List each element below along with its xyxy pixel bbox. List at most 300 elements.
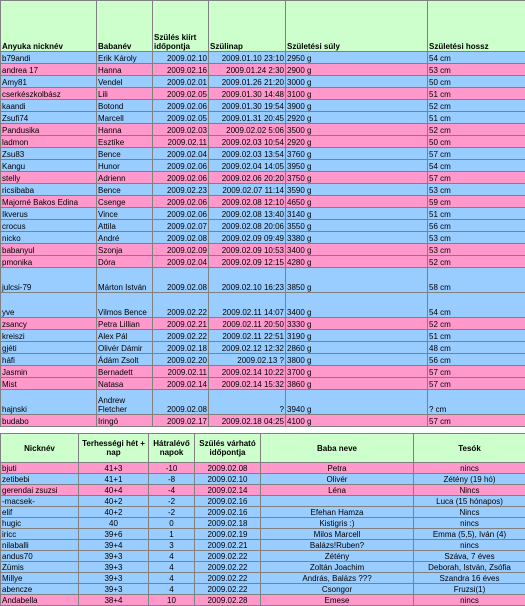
- cell-days-left: 0: [149, 518, 195, 529]
- cell-birth-length: 51 cm: [428, 88, 525, 100]
- cell-mother-nickname: kaandi: [1, 100, 97, 112]
- cell-due-date: 2009.02.01: [153, 76, 209, 88]
- cell-birth-weight: 3950 g: [286, 160, 428, 172]
- table-row: [1, 160, 525, 172]
- cell-siblings: Luca (15 hónapos): [414, 496, 525, 507]
- table-row: [1, 52, 525, 64]
- header-baby-name: Babanév: [97, 1, 153, 52]
- cell-birth-weight: 4100 g: [286, 415, 428, 427]
- cell-mother-nickname: hajnski: [1, 390, 97, 415]
- cell-due-date: 2009.02.22: [153, 330, 209, 342]
- cell-birth-length: 53 cm: [428, 244, 525, 256]
- table-row: [1, 573, 525, 584]
- table-row: [1, 268, 525, 293]
- cell-birthday: 2009.02.08 13:40: [209, 208, 286, 220]
- cell-baby-name: Zétény: [261, 551, 414, 562]
- cell-expected-date: 2009.02.14: [195, 485, 261, 496]
- cell-birthday: 2009.02.09 10:53: [209, 244, 286, 256]
- cell-birthday: ?: [209, 390, 286, 415]
- cell-birth-weight: 3380 g: [286, 232, 428, 244]
- cell-days-left: -4: [149, 485, 195, 496]
- cell-due-date: 2009.02.11: [153, 136, 209, 148]
- cell-expected-date: 2009.02.19: [195, 529, 261, 540]
- cell-mother-nickname: zsancy: [1, 318, 97, 330]
- table-row: [1, 507, 525, 518]
- table-row: [1, 148, 525, 160]
- table-row: [1, 529, 525, 540]
- cell-birth-length: 48 cm: [428, 342, 525, 354]
- cell-due-date: 2009.02.09: [153, 244, 209, 256]
- cell-mother-nickname: babanyul: [1, 244, 97, 256]
- cell-pregnancy-week: 39+4: [79, 540, 149, 551]
- cell-mother-nickname: Zsufi74: [1, 112, 97, 124]
- cell-birth-length: 56 cm: [428, 220, 525, 232]
- cell-baby-name: Efehan Hamza: [261, 507, 414, 518]
- cell-birth-length: 54 cm: [428, 293, 525, 318]
- cell-birth-weight: 3000 g: [286, 76, 428, 88]
- table-row: [1, 318, 525, 330]
- cell-nickname: iricc: [1, 529, 79, 540]
- cell-birthday: 2009.02.14 10:22: [209, 366, 286, 378]
- cell-birthday: 2009.01.30 19:54: [209, 100, 286, 112]
- table-row: [1, 496, 525, 507]
- cell-baby-name: Iringó: [97, 415, 153, 427]
- cell-days-left: 4: [149, 562, 195, 573]
- cell-birth-weight: 3400 g: [286, 244, 428, 256]
- table-row: [1, 378, 525, 390]
- cell-baby-name: Lili: [97, 88, 153, 100]
- cell-days-left: -10: [149, 463, 195, 474]
- cell-pregnancy-week: 40+2: [79, 507, 149, 518]
- cell-mother-nickname: gjéti: [1, 342, 97, 354]
- cell-siblings: Deborah, István, Zsófia: [414, 562, 525, 573]
- cell-birthday: 2009.02.08 20:06: [209, 220, 286, 232]
- cell-due-date: 2009.02.20: [153, 354, 209, 366]
- header-birth-length: Születési hossz: [428, 1, 525, 52]
- cell-due-date: 2009.02.06: [153, 100, 209, 112]
- table-row: [1, 463, 525, 474]
- cell-days-left: 4: [149, 584, 195, 595]
- cell-due-date: 2009.02.21: [153, 318, 209, 330]
- table-row: [1, 184, 525, 196]
- cell-birth-length: 54 cm: [428, 52, 525, 64]
- cell-due-date: 2009.02.07: [153, 220, 209, 232]
- cell-birth-length: 57 cm: [428, 172, 525, 184]
- cell-mother-nickname: stelly: [1, 172, 97, 184]
- cell-birth-length: 52 cm: [428, 124, 525, 136]
- cell-baby-name: Olivér Dámir: [97, 342, 153, 354]
- cell-birth-weight: 3100 g: [286, 88, 428, 100]
- header-expected-date: Szülés várható időpontja: [195, 434, 261, 463]
- cell-birth-length: 57 cm: [428, 415, 525, 427]
- cell-due-date: 2009.02.06: [153, 196, 209, 208]
- cell-due-date: 2009.02.03: [153, 124, 209, 136]
- cell-due-date: 2009.02.08: [153, 232, 209, 244]
- cell-birthday: 2009.02.18 04:25: [209, 415, 286, 427]
- cell-expected-date: 2009.02.18: [195, 518, 261, 529]
- cell-due-date: 2009.02.14: [153, 378, 209, 390]
- cell-mother-nickname: ricsibaba: [1, 184, 97, 196]
- cell-birth-length: 54 cm: [428, 160, 525, 172]
- cell-baby-name: Ádám Zsolt: [97, 354, 153, 366]
- table-row: [1, 220, 525, 232]
- cell-siblings: Nincs: [414, 507, 525, 518]
- cell-expected-date: 2009.02.22: [195, 584, 261, 595]
- cell-days-left: 10: [149, 595, 195, 606]
- cell-due-date: 2009.02.04: [153, 256, 209, 268]
- cell-nickname: nilaballi: [1, 540, 79, 551]
- cell-baby-name: Vince: [97, 208, 153, 220]
- header-days-left: Hátralévő napok: [149, 434, 195, 463]
- table-row: [1, 584, 525, 595]
- table-row: [1, 256, 525, 268]
- header-birth-weight: Születési súly: [286, 1, 428, 52]
- cell-due-date: 2009.02.06: [153, 208, 209, 220]
- cell-pregnancy-week: 39+3: [79, 562, 149, 573]
- cell-nickname: bjuti: [1, 463, 79, 474]
- cell-nickname: abencze: [1, 584, 79, 595]
- table-row: [1, 415, 525, 427]
- cell-baby-name: Emese: [261, 595, 414, 606]
- cell-birthday: 2009.02.08 12:10: [209, 196, 286, 208]
- cell-birthday: 2009.02.11 22:51: [209, 330, 286, 342]
- cell-birth-weight: 3700 g: [286, 366, 428, 378]
- table-row: [1, 518, 525, 529]
- cell-mother-nickname: Jasmin: [1, 366, 97, 378]
- table-row: [1, 88, 525, 100]
- table-header-row: [1, 434, 525, 463]
- cell-birth-weight: 3590 g: [286, 184, 428, 196]
- table-row: [1, 232, 525, 244]
- cell-birthday: 2009.02.09 09:49: [209, 232, 286, 244]
- cell-siblings: Zétény (19 hó): [414, 474, 525, 485]
- cell-baby-name: Márton István: [97, 268, 153, 293]
- cell-nickname: gerendai zsuzsi: [1, 485, 79, 496]
- cell-nickname: -macsek-: [1, 496, 79, 507]
- cell-due-date: 2009.02.18: [153, 342, 209, 354]
- cell-days-left: 4: [149, 573, 195, 584]
- cell-baby-name: Hanna: [97, 124, 153, 136]
- table-row: [1, 293, 525, 318]
- cell-pregnancy-week: 40: [79, 518, 149, 529]
- table-row: [1, 172, 525, 184]
- cell-birthday: 2009.02.02 5:06: [209, 124, 286, 136]
- table-row: [1, 76, 525, 88]
- cell-birth-weight: 2950 g: [286, 52, 428, 64]
- cell-siblings: Nincs: [414, 485, 525, 496]
- cell-due-date: 2009.02.06: [153, 172, 209, 184]
- header-birthday: Szülinap: [209, 1, 286, 52]
- cell-due-date: 2009.02.06: [153, 160, 209, 172]
- cell-baby-name: Botond: [97, 100, 153, 112]
- cell-baby-name: Bence: [97, 184, 153, 196]
- cell-mother-nickname: háfi: [1, 354, 97, 366]
- cell-mother-nickname: b79andi: [1, 52, 97, 64]
- cell-due-date: 2009.02.22: [153, 293, 209, 318]
- table-row: [1, 136, 525, 148]
- cell-baby-name: Attila: [97, 220, 153, 232]
- cell-baby-name: Bernadett: [97, 366, 153, 378]
- cell-nickname: elif: [1, 507, 79, 518]
- cell-siblings: Fruzsi(1): [414, 584, 525, 595]
- cell-mother-nickname: yve: [1, 293, 97, 318]
- cell-due-date: 2009.02.10: [153, 52, 209, 64]
- cell-baby-name: Hanna: [97, 64, 153, 76]
- cell-baby-name: Szonja: [97, 244, 153, 256]
- cell-mother-nickname: Kangu: [1, 160, 97, 172]
- cell-baby-name: Zoltán Joachim: [261, 562, 414, 573]
- cell-mother-nickname: Amy81: [1, 76, 97, 88]
- cell-birth-weight: 2920 g: [286, 136, 428, 148]
- cell-due-date: 2009.02.11: [153, 366, 209, 378]
- cell-pregnancy-week: 40+2: [79, 496, 149, 507]
- cell-baby-name: Natasa: [97, 378, 153, 390]
- cell-baby-name: Kistigris :): [261, 518, 414, 529]
- cell-birthday: 2009.02.12 12:32: [209, 342, 286, 354]
- cell-birth-length: 56 cm: [428, 354, 525, 366]
- cell-birthday: 2009.02.11 14:07: [209, 293, 286, 318]
- cell-expected-date: 2009.02.16: [195, 507, 261, 518]
- cell-birth-weight: 3330 g: [286, 318, 428, 330]
- table-row: [1, 100, 525, 112]
- cell-siblings: nincs: [414, 595, 525, 606]
- cell-baby-name: Balázs!Ruben?: [261, 540, 414, 551]
- cell-baby-name: André: [97, 232, 153, 244]
- cell-baby-name: Csenge: [97, 196, 153, 208]
- cell-baby-name: Erik Károly: [97, 52, 153, 64]
- cell-birthday: 2009.01.30 14:48: [209, 88, 286, 100]
- cell-birth-weight: 3760 g: [286, 148, 428, 160]
- table-row: [1, 196, 525, 208]
- cell-siblings: nincs: [414, 463, 525, 474]
- table-row: [1, 390, 525, 415]
- cell-baby-name: András, Balázs ???: [261, 573, 414, 584]
- cell-birth-weight: 2860 g: [286, 342, 428, 354]
- cell-baby-name: Marcell: [97, 112, 153, 124]
- cell-baby-name: Esztíke: [97, 136, 153, 148]
- cell-siblings: Emma (5,5), Iván (4): [414, 529, 525, 540]
- cell-mother-nickname: Pandusika: [1, 124, 97, 136]
- cell-birth-length: 58 cm: [428, 268, 525, 293]
- cell-baby-name: Alex Pál: [97, 330, 153, 342]
- cell-days-left: -8: [149, 474, 195, 485]
- cell-birth-length: 52 cm: [428, 318, 525, 330]
- cell-expected-date: 2009.02.08: [195, 463, 261, 474]
- cell-days-left: -2: [149, 507, 195, 518]
- cell-birth-length: 53 cm: [428, 232, 525, 244]
- cell-birth-weight: 3400 g: [286, 293, 428, 318]
- cell-siblings: Száva, 7 éves: [414, 551, 525, 562]
- cell-siblings: nincs: [414, 540, 525, 551]
- cell-expected-date: 2009.02.21: [195, 540, 261, 551]
- table-row: [1, 366, 525, 378]
- cell-birth-weight: 4650 g: [286, 196, 428, 208]
- cell-birthday: 2009.02.04 14:05: [209, 160, 286, 172]
- cell-baby-name: Milos Marcell: [261, 529, 414, 540]
- cell-birth-weight: 3190 g: [286, 330, 428, 342]
- cell-mother-nickname: budabo: [1, 415, 97, 427]
- cell-expected-date: 2009.02.22: [195, 573, 261, 584]
- cell-birth-weight: 3550 g: [286, 220, 428, 232]
- cell-birth-length: ? cm: [428, 390, 525, 415]
- cell-nickname: andus70: [1, 551, 79, 562]
- cell-mother-nickname: pmonika: [1, 256, 97, 268]
- cell-mother-nickname: andrea 17: [1, 64, 97, 76]
- cell-due-date: 2009.02.04: [153, 148, 209, 160]
- cell-birthday: 2009.02.13 ?: [209, 354, 286, 366]
- cell-siblings: Szandra 16 éves: [414, 573, 525, 584]
- cell-baby-name: Andrew Fletcher: [97, 390, 153, 415]
- table-row: [1, 342, 525, 354]
- cell-due-date: 2009.02.08: [153, 390, 209, 415]
- cell-mother-nickname: cserkészkolbász: [1, 88, 97, 100]
- cell-pregnancy-week: 38+4: [79, 595, 149, 606]
- cell-expected-date: 2009.02.10: [195, 474, 261, 485]
- cell-baby-name: Olivér: [261, 474, 414, 485]
- cell-siblings: nincs: [414, 518, 525, 529]
- cell-days-left: 1: [149, 529, 195, 540]
- cell-baby-name: Léna: [261, 485, 414, 496]
- cell-birth-length: 57 cm: [428, 378, 525, 390]
- cell-birth-length: 50 cm: [428, 76, 525, 88]
- cell-due-date: 2009.02.17: [153, 415, 209, 427]
- cell-pregnancy-week: 39+3: [79, 551, 149, 562]
- cell-baby-name: [261, 496, 414, 507]
- cell-birthday: 2009.01.31 20:45: [209, 112, 286, 124]
- cell-nickname: Andabella: [1, 595, 79, 606]
- cell-nickname: Zümis: [1, 562, 79, 573]
- cell-birth-weight: 3940 g: [286, 390, 428, 415]
- table-row: [1, 474, 525, 485]
- header-mother-nickname: Anyuka nicknév: [1, 1, 97, 52]
- table-row: [1, 595, 525, 606]
- cell-birthday: 2009.02.07 11:14: [209, 184, 286, 196]
- table-header-row: [1, 1, 525, 52]
- cell-pregnancy-week: 39+3: [79, 573, 149, 584]
- expected-babies-table: [0, 433, 525, 606]
- cell-baby-name: Vilmos Bence: [97, 293, 153, 318]
- cell-baby-name: Hunor: [97, 160, 153, 172]
- cell-birthday: 2009.01.24 2:30: [209, 64, 286, 76]
- cell-days-left: 4: [149, 551, 195, 562]
- cell-birth-length: 57 cm: [428, 366, 525, 378]
- table-row: [1, 112, 525, 124]
- header-pregnancy-week: Terhességi hét + nap: [79, 434, 149, 463]
- cell-nickname: hugic: [1, 518, 79, 529]
- table-row: [1, 244, 525, 256]
- cell-birthday: 2009.01.10 23:10: [209, 52, 286, 64]
- cell-baby-name: Petra: [261, 463, 414, 474]
- cell-baby-name: Vendel: [97, 76, 153, 88]
- table-row: [1, 124, 525, 136]
- cell-birthday: 2009.02.10 16:23: [209, 268, 286, 293]
- cell-birth-weight: 3140 g: [286, 208, 428, 220]
- cell-birthday: 2009.02.11 20:50: [209, 318, 286, 330]
- header-baby-name: Baba neve: [261, 434, 414, 463]
- cell-pregnancy-week: 39+3: [79, 584, 149, 595]
- table-row: [1, 354, 525, 366]
- cell-birth-length: 59 cm: [428, 196, 525, 208]
- cell-pregnancy-week: 39+6: [79, 529, 149, 540]
- cell-expected-date: 2009.02.16: [195, 496, 261, 507]
- cell-baby-name: Csongor: [261, 584, 414, 595]
- cell-days-left: 3: [149, 540, 195, 551]
- cell-baby-name: Adrienn: [97, 172, 153, 184]
- cell-birthday: 2009.02.09 12:15: [209, 256, 286, 268]
- table-row: [1, 562, 525, 573]
- cell-baby-name: Dóra: [97, 256, 153, 268]
- cell-birthday: 2009.02.03 10:54: [209, 136, 286, 148]
- cell-mother-nickname: Majorné Bakos Edina: [1, 196, 97, 208]
- cell-birth-weight: 2920 g: [286, 112, 428, 124]
- cell-birth-length: 51 cm: [428, 208, 525, 220]
- cell-pregnancy-week: 41+3: [79, 463, 149, 474]
- cell-expected-date: 2009.02.22: [195, 562, 261, 573]
- table-row: [1, 540, 525, 551]
- cell-birth-weight: 4280 g: [286, 256, 428, 268]
- cell-mother-nickname: Mist: [1, 378, 97, 390]
- cell-expected-date: 2009.02.28: [195, 595, 261, 606]
- cell-birth-length: 57 cm: [428, 148, 525, 160]
- cell-birth-length: 52 cm: [428, 256, 525, 268]
- cell-expected-date: 2009.02.22: [195, 551, 261, 562]
- cell-mother-nickname: nicko: [1, 232, 97, 244]
- cell-baby-name: Petra Lillian: [97, 318, 153, 330]
- cell-birth-length: 53 cm: [428, 64, 525, 76]
- cell-due-date: 2009.02.08: [153, 268, 209, 293]
- table-row: [1, 64, 525, 76]
- header-siblings: Tesók: [414, 434, 525, 463]
- cell-baby-name: Bence: [97, 148, 153, 160]
- cell-mother-nickname: julcsi-79: [1, 268, 97, 293]
- cell-due-date: 2009.02.05: [153, 88, 209, 100]
- cell-due-date: 2009.02.05: [153, 112, 209, 124]
- cell-birth-weight: 2900 g: [286, 64, 428, 76]
- cell-days-left: -2: [149, 496, 195, 507]
- cell-birth-weight: 3860 g: [286, 378, 428, 390]
- cell-birth-length: 51 cm: [428, 330, 525, 342]
- table-row: [1, 208, 525, 220]
- cell-nickname: Millye: [1, 573, 79, 584]
- cell-birth-length: 53 cm: [428, 184, 525, 196]
- cell-due-date: 2009.02.16: [153, 64, 209, 76]
- table-row: [1, 330, 525, 342]
- cell-birth-length: 52 cm: [428, 100, 525, 112]
- cell-birth-length: 50 cm: [428, 136, 525, 148]
- cell-birthday: 2009.02.06 20:20: [209, 172, 286, 184]
- cell-mother-nickname: Zsu83: [1, 148, 97, 160]
- cell-birth-weight: 3500 g: [286, 124, 428, 136]
- cell-mother-nickname: crocus: [1, 220, 97, 232]
- cell-nickname: zetibebi: [1, 474, 79, 485]
- header-due-date: Szülés kiírt időpontja: [153, 1, 209, 52]
- cell-due-date: 2009.02.23: [153, 184, 209, 196]
- cell-birth-weight: 3750 g: [286, 172, 428, 184]
- table-row: [1, 485, 525, 496]
- cell-birth-length: 51 cm: [428, 112, 525, 124]
- cell-pregnancy-week: 41+1: [79, 474, 149, 485]
- cell-birth-weight: 3850 g: [286, 268, 428, 293]
- cell-birthday: 2009.01.26 21:20: [209, 76, 286, 88]
- cell-mother-nickname: kreiszi: [1, 330, 97, 342]
- cell-birthday: 2009.02.14 15:32: [209, 378, 286, 390]
- cell-mother-nickname: Ikverus: [1, 208, 97, 220]
- cell-birth-weight: 3900 g: [286, 100, 428, 112]
- cell-birthday: 2009.02.03 13:54: [209, 148, 286, 160]
- cell-mother-nickname: ladmon: [1, 136, 97, 148]
- header-nickname: Nicknév: [1, 434, 79, 463]
- table-row: [1, 551, 525, 562]
